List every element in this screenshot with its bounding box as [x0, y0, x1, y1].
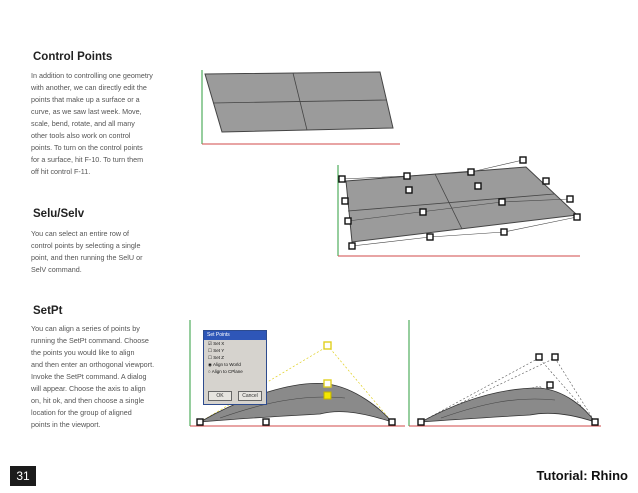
- control-point: [427, 234, 433, 240]
- paragraph-control-points: In addition to controlling one geometry with another, we can directly edit the points that make up a surface or a curve, as we saw last week. Move, scale, bend, rotate, and all many other tools also work on control points. To turn on the control points for a surface, hit F-10. To turn them off hit control F-11.: [31, 71, 153, 176]
- set-points-dialog: [203, 330, 267, 405]
- figure-setpt-after: [405, 318, 603, 430]
- control-point: [475, 183, 481, 189]
- control-point: [418, 419, 424, 425]
- set-z-checkbox[interactable]: ☐ Set Z: [208, 355, 225, 360]
- heading-control-points: Control Points: [33, 51, 113, 63]
- ok-button[interactable]: OK: [208, 391, 232, 401]
- figure-control-points-surface: [330, 155, 590, 260]
- control-point: [263, 419, 269, 425]
- paragraph-selu-selv: You can select an entire row of control points by selecting a single point, and then running the SelU or SelV command.: [31, 229, 143, 274]
- control-point: [499, 199, 505, 205]
- control-point: [404, 173, 410, 179]
- curved-surface: [421, 388, 595, 422]
- control-point: [420, 209, 426, 215]
- option-label: Align to World: [212, 362, 241, 367]
- align-world-radio[interactable]: ◉ Align to World: [208, 362, 241, 367]
- flat-surface: [205, 72, 393, 132]
- control-point: [468, 169, 474, 175]
- paragraph-setpt: You can align a series of points by running the SetPt command. Choose the points you would like to align and then enter an orthogonal viewport. Invoke the SetPt command. A dialog will appear. Choose the axis to align on, hit ok, and then choose a single location for the group of aligned points in the viewport.: [31, 324, 155, 429]
- control-point: [574, 214, 580, 220]
- selected-point: [324, 392, 331, 399]
- control-point: [543, 178, 549, 184]
- heading-selu-selv: Selu/Selv: [33, 208, 85, 220]
- dialog-title: Set Points: [204, 331, 266, 340]
- footer-title: Tutorial: Rhino: [536, 468, 628, 483]
- selected-point: [324, 380, 331, 387]
- control-point: [345, 218, 351, 224]
- control-point: [342, 198, 348, 204]
- control-point: [389, 419, 395, 425]
- control-point: [501, 229, 507, 235]
- option-label: Set X: [213, 341, 225, 346]
- control-point: [520, 157, 526, 163]
- control-point: [339, 176, 345, 182]
- control-point: [567, 196, 573, 202]
- control-point: [552, 354, 558, 360]
- control-point: [536, 354, 542, 360]
- align-cplane-radio[interactable]: ○ Align to CPlane: [208, 369, 243, 374]
- control-point: [406, 187, 412, 193]
- set-x-checkbox[interactable]: ☑ Set X: [208, 341, 225, 346]
- control-point: [592, 419, 598, 425]
- set-y-checkbox[interactable]: ☐ Set Y: [208, 348, 225, 353]
- option-label: Set Y: [213, 348, 225, 353]
- page-number: 31: [10, 466, 36, 486]
- option-label: Set Z: [213, 355, 225, 360]
- heading-setpt: SetPt: [33, 305, 63, 317]
- control-point: [197, 419, 203, 425]
- selected-point: [324, 342, 331, 349]
- control-point: [349, 243, 355, 249]
- figure-flat-surface: [190, 62, 405, 152]
- cancel-button[interactable]: Cancel: [238, 391, 262, 401]
- control-point: [547, 382, 553, 388]
- option-label: Align to CPlane: [211, 369, 243, 374]
